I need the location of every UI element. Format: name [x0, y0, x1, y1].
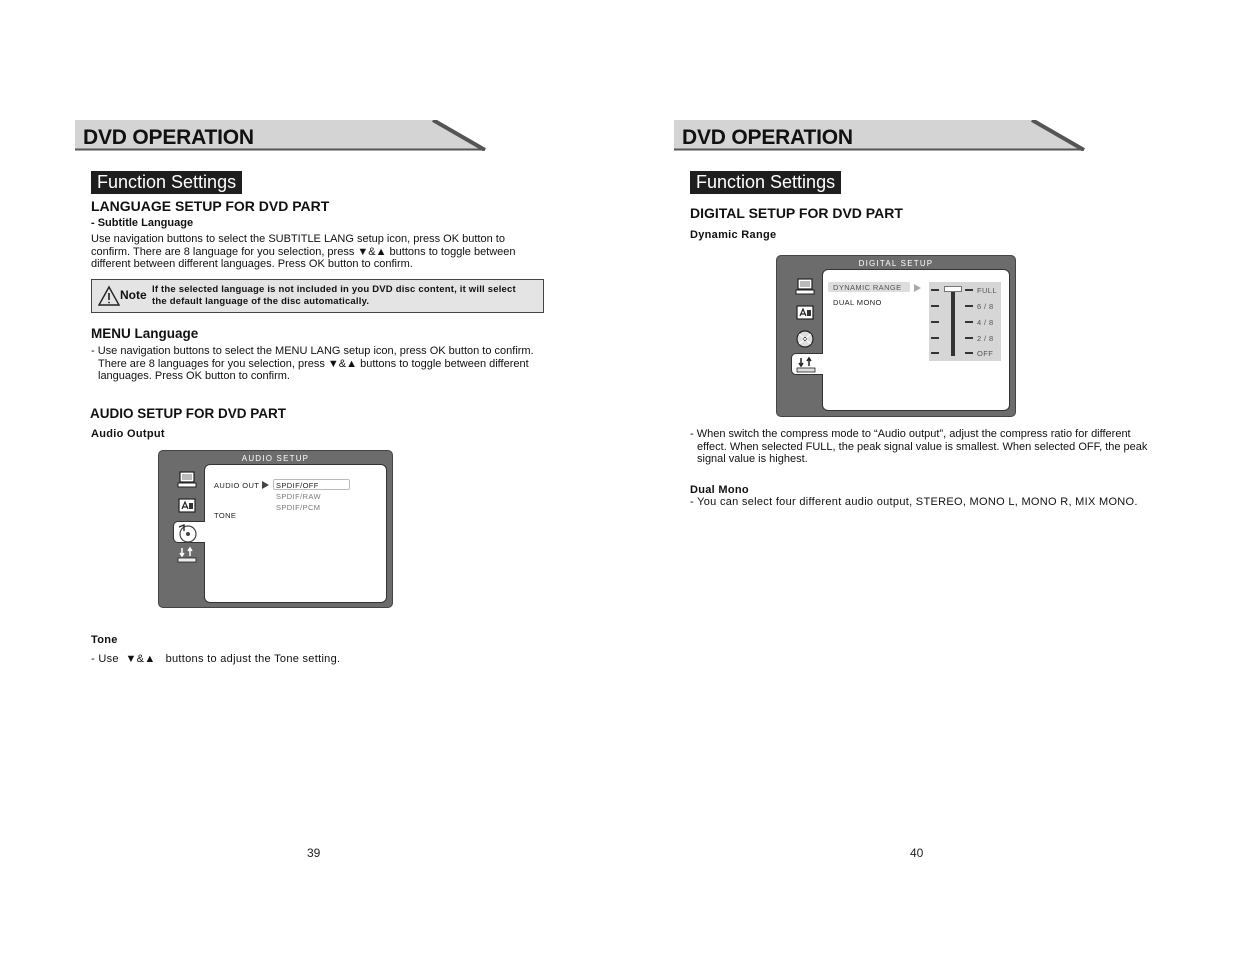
spdif-off-label: SPDIF/OFF: [276, 481, 319, 490]
note-label: Note: [120, 288, 147, 302]
audio-output-heading: Audio Output: [91, 428, 165, 440]
section-label: Function Settings: [91, 171, 242, 194]
dual-mono-item[interactable]: DUAL MONO: [833, 298, 882, 307]
warning-icon: [98, 285, 120, 307]
level-off[interactable]: OFF: [977, 349, 994, 358]
level-4-8[interactable]: 4 / 8: [977, 318, 994, 327]
page-title: DVD OPERATION: [83, 126, 254, 149]
language-icon: [177, 497, 197, 515]
page-number: 39: [307, 846, 321, 860]
note-box: [91, 279, 544, 313]
audio-tab-active[interactable]: [173, 521, 205, 543]
level-tick: [965, 352, 973, 354]
level-slider-thumb[interactable]: [944, 286, 962, 292]
digital-setup-osd: [776, 255, 1016, 417]
digital-tab-active[interactable]: [791, 353, 823, 375]
left-banner: [75, 120, 487, 151]
tone-item[interactable]: TONE: [214, 511, 237, 520]
subtitle-language-text: Use navigation buttons to select the SUBTITLE LANG setup icon, press OK button to confirm. There are 8 language for you selection, press ▼&▲ buttons to toggle between different between different languages. Press OK button to confirm.: [91, 233, 516, 270]
dynamic-range-text: - When switch the compress mode to “Audio output”, adjust the compress ratio for different effect. When selected FULL, the peak signal value is smallest. When selected OFF, the peak signal value is highest.: [690, 428, 1148, 465]
osd-title: DIGITAL SETUP: [858, 259, 934, 268]
tone-text: - Use ▼&▲ buttons to adjust the Tone setting.: [91, 653, 341, 665]
level-full[interactable]: FULL: [977, 286, 997, 295]
note-message: If the selected language is not included in you DVD disc content, it will select the default language of the disc automatically.: [152, 284, 516, 307]
audio-disc-icon: [794, 329, 816, 349]
language-icon: [795, 304, 815, 322]
osd-title: AUDIO SETUP: [241, 454, 310, 463]
level-tick: [931, 289, 939, 291]
audio-disc-icon: [177, 523, 197, 543]
dual-mono-heading: Dual Mono: [690, 484, 749, 496]
level-tick: [965, 337, 973, 339]
level-6-8[interactable]: 6 / 8: [977, 302, 994, 311]
dynamic-range-heading: Dynamic Range: [690, 229, 777, 241]
digital-setup-heading: DIGITAL SETUP FOR DVD PART: [690, 205, 903, 221]
language-setup-heading: LANGUAGE SETUP FOR DVD PART: [91, 198, 330, 214]
page-title: DVD OPERATION: [682, 126, 853, 149]
level-tick: [965, 305, 973, 307]
spdif-raw-option[interactable]: SPDIF/RAW: [276, 492, 321, 501]
section-label: Function Settings: [690, 171, 841, 194]
level-tick: [931, 321, 939, 323]
level-slider-track: [951, 286, 955, 356]
level-tick: [931, 352, 939, 354]
audio-out-item[interactable]: AUDIO OUT: [214, 481, 260, 490]
spdif-pcm-option[interactable]: SPDIF/PCM: [276, 503, 321, 512]
digital-setup-icon: [177, 546, 197, 564]
audio-setup-heading: AUDIO SETUP FOR DVD PART: [90, 406, 287, 421]
menu-language-heading: MENU Language: [91, 326, 199, 341]
menu-language-text: - Use navigation buttons to select the MENU LANG setup icon, press OK button to confirm. There are 8 languages for you selection, press ▼&▲ buttons to toggle between different languages. Press OK button to confirm.: [91, 345, 534, 382]
level-tick: [965, 321, 973, 323]
level-tick: [931, 305, 939, 307]
monitor-icon: [795, 278, 815, 296]
subtitle-language-heading: - Subtitle Language: [91, 217, 194, 229]
dynamic-range-item: DYNAMIC RANGE: [833, 283, 902, 292]
level-tick: [965, 289, 973, 291]
tone-heading: Tone: [91, 634, 118, 646]
audio-setup-osd: [158, 450, 393, 608]
page-number: 40: [910, 846, 924, 860]
dual-mono-text: - You can select four different audio output, STEREO, MONO L, MONO R, MIX MONO.: [690, 496, 1138, 508]
level-2-8[interactable]: 2 / 8: [977, 334, 994, 343]
right-banner: [674, 120, 1086, 151]
level-tick: [931, 337, 939, 339]
monitor-icon: [177, 471, 197, 489]
arrow-right-icon: [914, 284, 921, 292]
digital-setup-icon: [796, 356, 816, 374]
arrow-right-icon: [262, 481, 269, 489]
